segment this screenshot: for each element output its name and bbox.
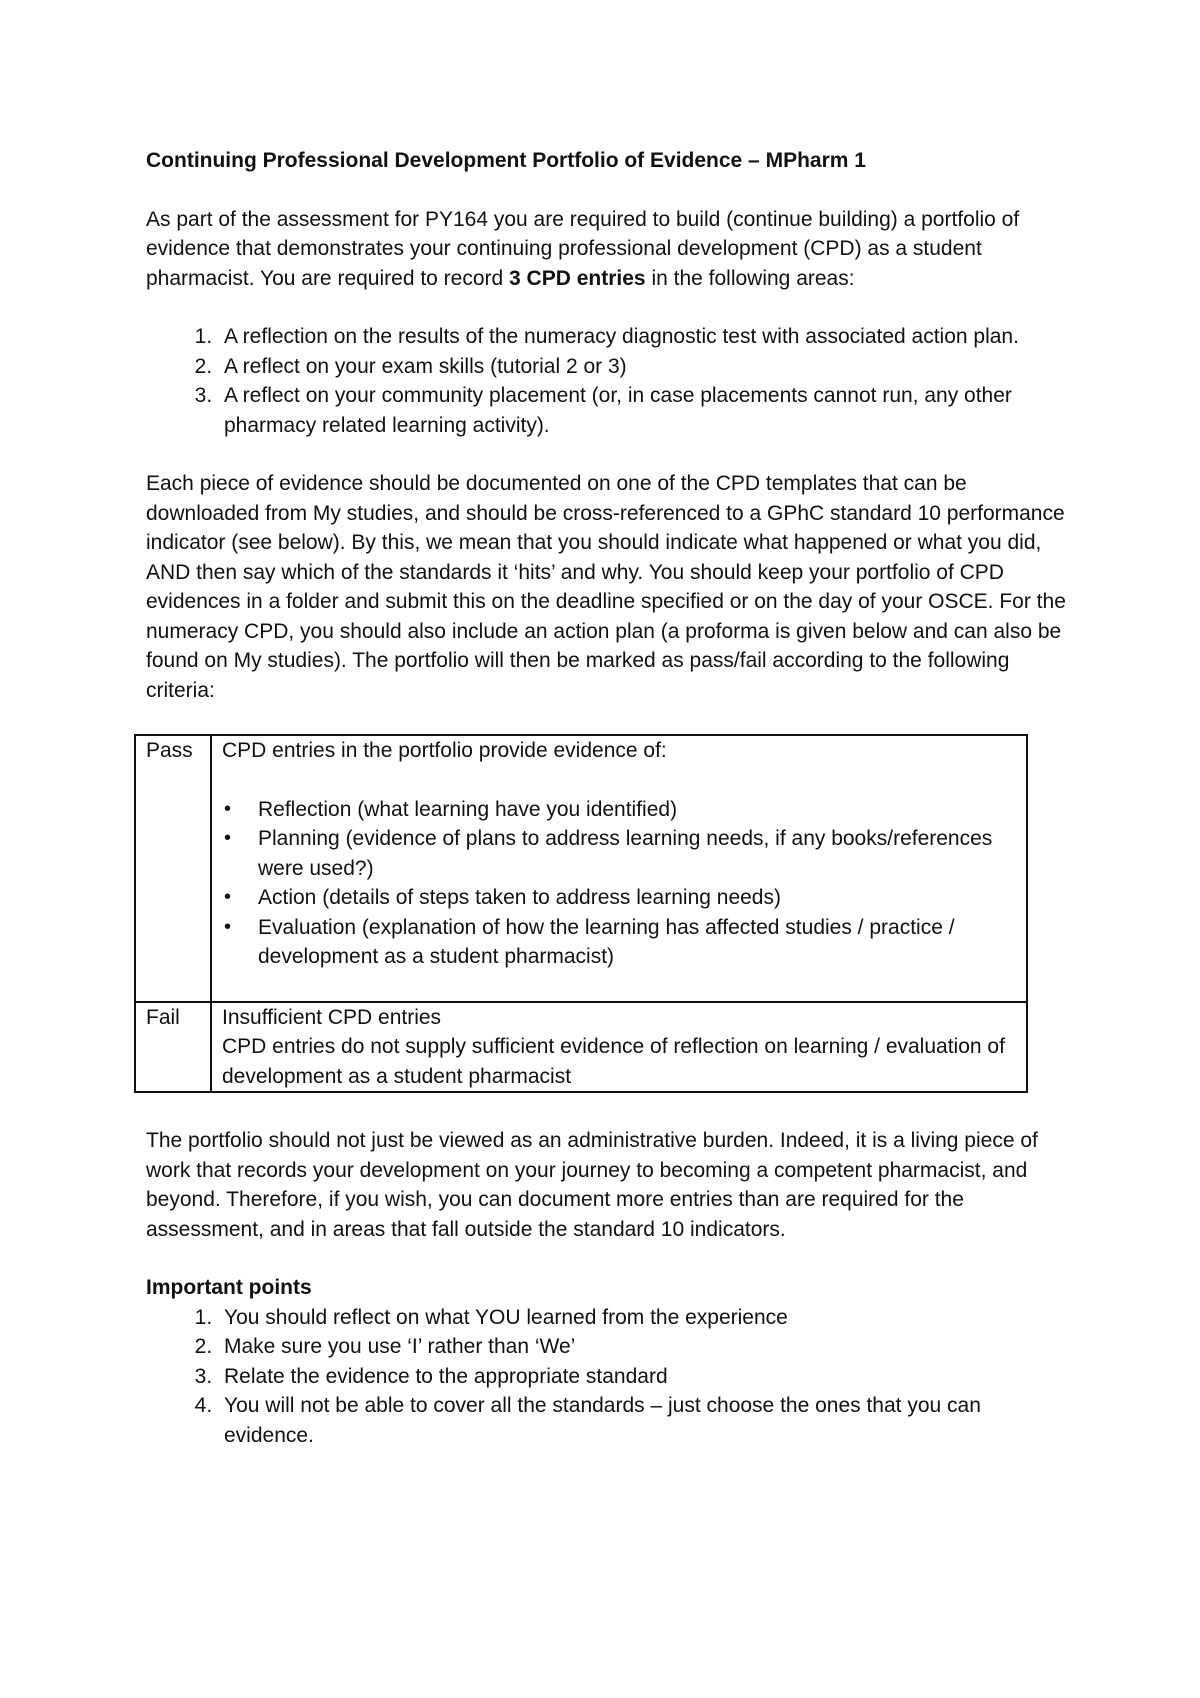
fail-row xyxy=(135,1002,1027,1093)
pass-row xyxy=(135,735,1027,1002)
list-item xyxy=(224,824,1016,883)
list-item xyxy=(224,883,1016,913)
intro-paragraph xyxy=(146,205,1066,294)
pass-label: Pass xyxy=(135,735,211,1002)
important-point-item: 1. You should reflect on what YOU learned from the experience xyxy=(218,1303,1066,1333)
document-page xyxy=(146,146,1066,1450)
intro-bold-entries: 3 CPD entries xyxy=(509,266,646,290)
pass-criteria xyxy=(211,735,1027,1002)
intro-text-start: As part of the assessment for PY164 you are required to build (continue building) a portfolio of evidence that demonstrates your continuing professional development (CPD) as a student pharmacist. You are required to record xyxy=(146,207,1020,290)
fail-line-2: CPD entries do not supply sufficient evidence of reflection on learning / evaluation of development as a student pharmacist xyxy=(222,1035,1005,1088)
list-item xyxy=(224,795,1016,825)
cpd-areas-list xyxy=(146,322,1066,440)
cpd-area-item: 3. A reflect on your community placement (or, in case placements cannot run, any other pharmacy related learning activity). xyxy=(218,381,1066,440)
evidence-paragraph: Each piece of evidence should be documented on one of the CPD templates that can be downloaded from My studies, and should be cross-referenced to a GPhC standard 10 performance indicator (see below). By this, we mean that you should indicate what happened or what you did, AND then say which of the standards it ‘hits’ and why. You should keep your portfolio of CPD evidences in a folder and submit this on the deadline specified or on the day of your OSCE. For the numeracy CPD, you should also include an action plan (a proforma is given below and can also be found on My studies). The portfolio will then be marked as pass/fail according to the following criteria: xyxy=(146,472,1066,702)
portfolio-paragraph: The portfolio should not just be viewed as an administrative burden. Indeed, it is a living piece of work that records your development on your journey to becoming a competent pharmacist, and beyond. Therefore, if you wish, you can document more entries than are required for the assessment, and in areas that fall outside the standard 10 indicators. xyxy=(146,1129,1038,1241)
important-points-list xyxy=(146,1303,1066,1451)
bullet-icon: • xyxy=(224,827,232,849)
list-item-text: Planning (evidence of plans to address learning needs, if any books/references were used?) xyxy=(258,827,993,880)
important-points-heading: Important points xyxy=(146,1276,312,1299)
important-point-item: 2. Make sure you use ‘I’ rather than ‘We’ xyxy=(218,1332,1066,1362)
important-point-item: 3. Relate the evidence to the appropriate standard xyxy=(218,1362,1066,1392)
cpd-area-item: 2. A reflect on your exam skills (tutorial 2 or 3) xyxy=(218,352,1066,382)
bullet-icon: • xyxy=(224,797,232,820)
pass-lead-text: CPD entries in the portfolio provide evidence of: xyxy=(222,739,667,762)
pass-bullet-list xyxy=(222,795,1016,972)
list-item xyxy=(224,913,1016,972)
list-item-text: Action (details of steps taken to address learning needs) xyxy=(258,886,781,909)
fail-criteria xyxy=(211,1002,1027,1093)
intro-text-end: in the following areas: xyxy=(645,266,855,290)
criteria-table xyxy=(134,734,1028,1093)
cpd-area-item: 1. A reflection on the results of the numeracy diagnostic test with associated action plan. xyxy=(218,322,1066,352)
list-item-text: Reflection (what learning have you identified) xyxy=(258,797,678,821)
fail-line-1: Insufficient CPD entries xyxy=(222,1005,442,1029)
important-point-item: 4. You will not be able to cover all the standards – just choose the ones that you can evidence. xyxy=(218,1391,1066,1450)
document-title: Continuing Professional Development Portfolio of Evidence – MPharm 1 xyxy=(146,149,866,172)
fail-label: Fail xyxy=(135,1002,211,1093)
list-item-text: Evaluation (explanation of how the learning has affected studies / practice / development as a student pharmacist) xyxy=(258,915,955,968)
bullet-icon: • xyxy=(224,886,232,908)
bullet-icon: • xyxy=(224,915,232,938)
